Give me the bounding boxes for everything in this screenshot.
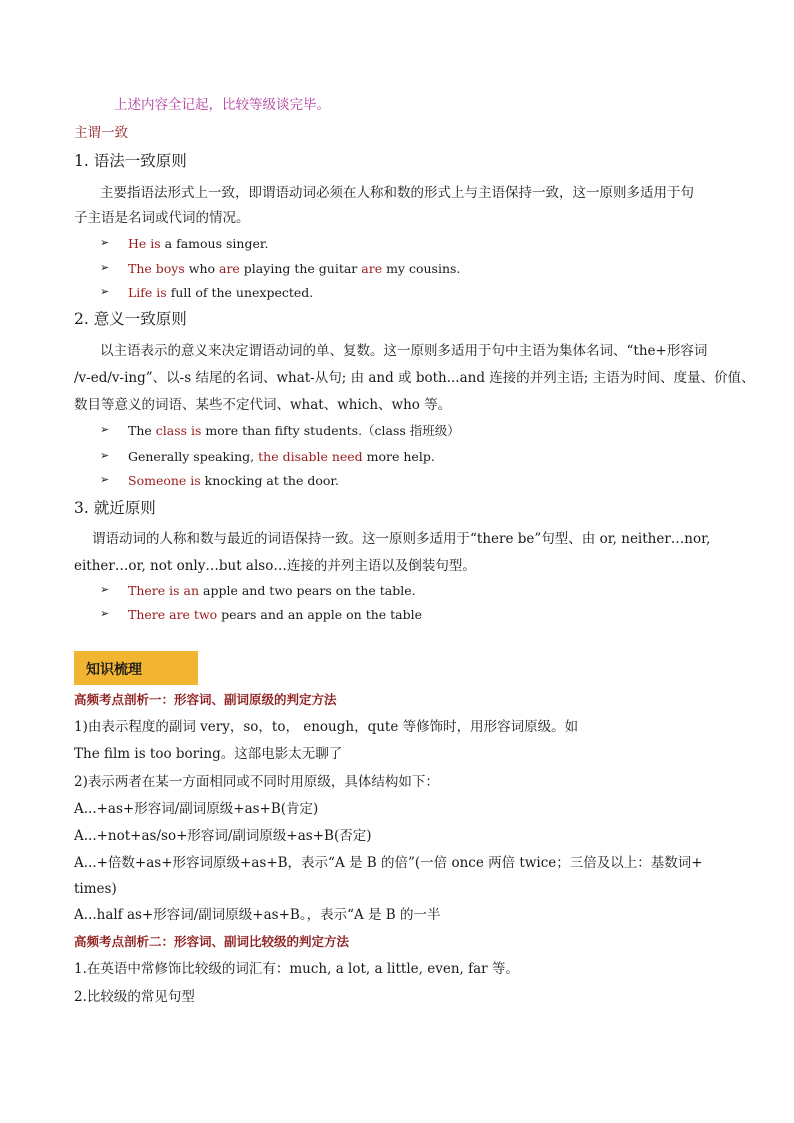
principle1-heading: 1. 语法一致原则 — [74, 152, 187, 170]
kp2-line: 2.比较级的常见句型 — [74, 989, 195, 1005]
principle3-heading: 3. 就近原则 — [74, 499, 156, 517]
example-line: The boys who are playing the guitar are my cousins. — [128, 261, 461, 276]
example-line: There are two pears and an apple on the table — [128, 607, 423, 622]
kp1-line: A...+as+形容词/副词原级+as+B(肯定) — [74, 801, 319, 817]
kp1-line: A...+倍数+as+形容词原级+as+B，表示“A 是 B 的倍”(一倍 once 两倍 twice；三倍及以上：基数词+ — [74, 855, 703, 871]
arrow-bullet-icon: ➢ — [100, 423, 110, 436]
principle2-heading: 2. 意义一致原则 — [74, 310, 187, 328]
example-line: He is a famous singer. — [128, 236, 269, 251]
principle3-para2: either…or, not only…but also…连接的并列主语以及倒装句型。 — [74, 558, 476, 574]
kp1-line: A...+not+as/so+形容词/副词原级+as+B(否定) — [74, 828, 372, 844]
section-banner — [74, 651, 198, 685]
kp1-line: 1)由表示程度的副词 very，so，to， enough，qute 等修饰时，用形容词原级。如 — [74, 719, 579, 735]
kp1-title: 高频考点剖析一：形容词、副词原级的判定方法 — [74, 692, 337, 707]
arrow-bullet-icon: ➢ — [100, 449, 110, 462]
example-line: The class is more than fifty students.（class 指班级） — [128, 423, 460, 438]
principle1-para1: 主要指语法形式上一致，即谓语动词必须在人称和数的形式上与主语保持一致，这一原则多适用于句 — [100, 185, 694, 201]
arrow-bullet-icon: ➢ — [100, 583, 110, 596]
example-line: Life is full of the unexpected. — [128, 285, 314, 300]
example-line: There is an apple and two pears on the table. — [128, 583, 416, 598]
kp2-title: 高频考点剖析二：形容词、副词比较级的判定方法 — [74, 934, 350, 949]
top-note: 上述内容全记起，比较等级谈完毕。 — [114, 97, 330, 113]
principle1-para2: 子主语是名词或代词的情况。 — [74, 210, 250, 226]
kp2-line: 1.在英语中常修饰比较级的词汇有：much, a lot, a little, even, far 等。 — [74, 961, 519, 977]
example-line: Someone is knocking at the door. — [128, 473, 339, 488]
kp1-line: A...half as+形容词/副词原级+as+B。，表示“A 是 B 的一半 — [74, 907, 441, 923]
kp1-line: 2)表示两者在某一方面相同或不同时用原级，具体结构如下： — [74, 774, 439, 790]
kp1-line: The film is too boring。这部电影太无聊了 — [74, 746, 343, 762]
principle2-para1: 以主语表示的意义来决定谓语动词的单、复数。这一原则多适用于句中主语为集体名词、“the+形容词 — [100, 343, 708, 359]
arrow-bullet-icon: ➢ — [100, 607, 110, 620]
arrow-bullet-icon: ➢ — [100, 261, 110, 274]
arrow-bullet-icon: ➢ — [100, 236, 110, 249]
principle3-para1: 谓语动词的人称和数与最近的词语保持一致。这一原则多适用于“there be”句型、由 or, neither…nor, — [92, 531, 711, 547]
arrow-bullet-icon: ➢ — [100, 473, 110, 486]
example-line: Generally speaking, the disable need more help. — [128, 449, 435, 464]
section-title: 主谓一致 — [74, 125, 128, 141]
principle2-para3: 数目等意义的词语、某些不定代词、what、which、who 等。 — [74, 397, 452, 413]
kp1-line: times) — [74, 881, 117, 897]
banner-label: 知识梳理 — [86, 662, 142, 678]
arrow-bullet-icon: ➢ — [100, 285, 110, 298]
principle2-para2: /v-ed/v-ing”、以-s 结尾的名词、what-从句; 由 and 或 both...and 连接的并列主语; 主语为时间、度量、价值、 — [74, 370, 755, 386]
